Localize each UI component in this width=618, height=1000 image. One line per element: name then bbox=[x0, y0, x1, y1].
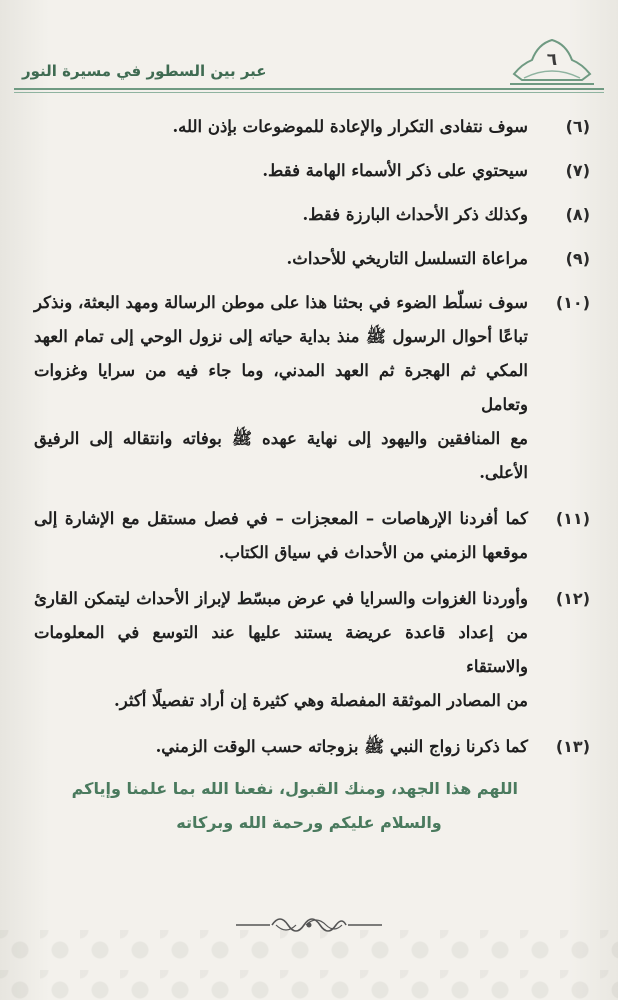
item-line: من المصادر الموثقة المفصلة وهي كثيرة إن أراد تفصيلًا أكثر. bbox=[114, 691, 528, 710]
item-number: (٨) bbox=[565, 205, 590, 224]
item-number: (٧) bbox=[565, 161, 590, 180]
item-line: من إعداد قاعدة عريضة يستند عليها عند التوسع في المعلومات والاستقاء bbox=[34, 623, 528, 676]
list-item bbox=[34, 198, 590, 232]
item-line: موقعها الزمني من الأحداث في سياق الكتاب. bbox=[218, 543, 528, 562]
item-line: سوف نسلّط الضوء في بحثنا هذا على موطن الرسالة ومهد البعثة، ونذكر bbox=[34, 293, 528, 312]
item-line: المكي ثم الهجرة ثم العهد المدني، وما جاء فيه من سرايا وغزوات وتعامل bbox=[34, 361, 528, 414]
list-item bbox=[34, 110, 590, 144]
page-number: ٦ bbox=[546, 50, 558, 70]
page-header bbox=[14, 28, 604, 98]
item-line: تباعًا أحوال الرسول ﷺ منذ بداية حياته إلى نزول الوحي إلى تمام العهد bbox=[34, 327, 528, 346]
header-divider-thin bbox=[14, 92, 604, 93]
main-text bbox=[34, 110, 590, 776]
item-line: سوف نتفادى التكرار والإعادة للموضوعات بإذن الله. bbox=[172, 117, 528, 136]
closing-line-1: اللهم هذا الجهد، ومنك القبول، نفعنا الله بما علمنا وإياكم bbox=[71, 779, 518, 798]
item-line: كما ذكرنا زواج النبي ﷺ بزوجاته حسب الوقت الزمني. bbox=[155, 737, 528, 756]
list-item bbox=[34, 502, 590, 570]
item-line: مراعاة التسلسل التاريخي للأحداث. bbox=[286, 249, 528, 268]
item-line: مع المنافقين واليهود إلى نهاية عهده ﷺ بوفاته وانتقاله إلى الرفيق الأعلى. bbox=[34, 429, 528, 482]
header-divider bbox=[14, 88, 604, 90]
closing-prayer bbox=[40, 772, 578, 840]
item-number: (١١) bbox=[555, 509, 590, 528]
list-item bbox=[34, 582, 590, 718]
list-item bbox=[34, 286, 590, 490]
list-item bbox=[34, 242, 590, 276]
item-number: (١٣) bbox=[555, 737, 590, 756]
item-line: سيحتوي على ذكر الأسماء الهامة فقط. bbox=[262, 161, 528, 180]
item-number: (٩) bbox=[565, 249, 590, 268]
item-number: (١٢) bbox=[555, 589, 590, 608]
closing-line-2: والسلام عليكم ورحمة الله وبركاته bbox=[176, 813, 442, 832]
item-number: (١٠) bbox=[555, 293, 590, 312]
list-item bbox=[34, 154, 590, 188]
item-line: وأوردنا الغزوات والسرايا في عرض مبسّط لإبراز الأحداث ليتمكن القارئ bbox=[34, 589, 528, 608]
footer-pattern bbox=[0, 930, 618, 1000]
item-line: وكذلك ذكر الأحداث البارزة فقط. bbox=[302, 205, 528, 224]
list-item bbox=[34, 730, 590, 764]
item-line: كما أفردنا الإرهاصات – المعجزات – في فصل مستقل مع الإشارة إلى bbox=[34, 509, 528, 528]
item-number: (٦) bbox=[565, 117, 590, 136]
running-header-title: عبر بين السطور في مسيرة النور bbox=[22, 62, 267, 80]
